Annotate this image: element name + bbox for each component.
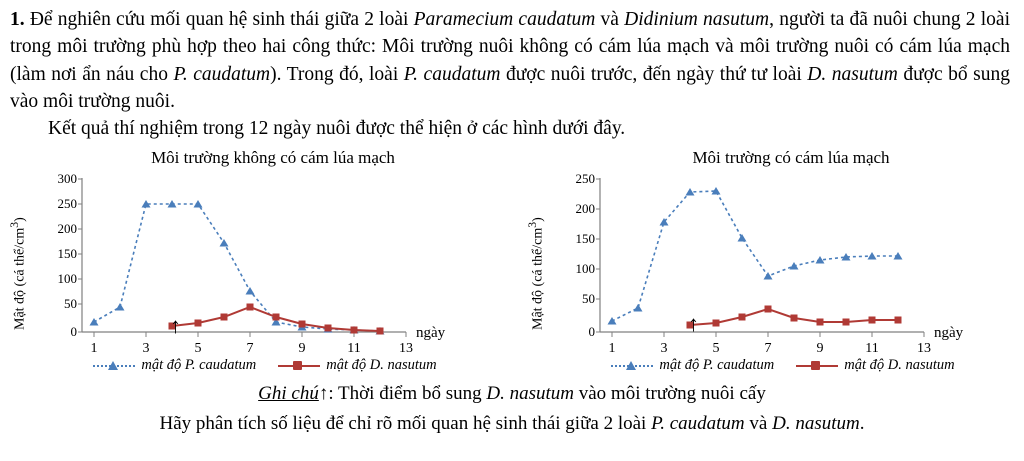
q-species-4: P. caudatum bbox=[403, 63, 501, 85]
note-text: : Thời điểm bổ sung bbox=[328, 383, 487, 405]
question-paragraph-2: Kết quả thí nghiệm trong 12 ngày nuôi được thể hiện ở các hình dưới đây. bbox=[48, 118, 626, 140]
note-species: D. nasutum bbox=[486, 383, 574, 405]
chart-1-title: Môi trường không có cám lúa mạch bbox=[151, 148, 395, 168]
final-c: . bbox=[859, 413, 865, 435]
chart-2-legend-d-label: mật độ D. nasutum bbox=[844, 357, 955, 374]
final-b: và bbox=[744, 413, 773, 435]
chart-with-barley bbox=[524, 146, 1018, 374]
svg-text:7: 7 bbox=[246, 341, 254, 356]
svg-text:0: 0 bbox=[70, 324, 77, 340]
q-species-5: D. nasutum bbox=[807, 63, 898, 85]
square-marker-icon bbox=[796, 360, 838, 372]
svg-text:13: 13 bbox=[917, 341, 931, 356]
triangle-marker-icon bbox=[93, 360, 135, 372]
chart-2-supplement-arrow: ↑ bbox=[688, 311, 699, 337]
svg-text:150: 150 bbox=[575, 231, 595, 247]
svg-text:50: 50 bbox=[582, 291, 595, 307]
final-a: Hãy phân tích số liệu để chỉ rõ mối quan hệ sinh thái giữa 2 loài bbox=[159, 413, 652, 435]
chart-1-svg bbox=[24, 170, 484, 355]
q-species-1: Paramecium caudatum bbox=[413, 9, 596, 30]
chart-no-barley bbox=[6, 146, 500, 374]
note-label: Ghi chú bbox=[258, 383, 319, 405]
chart-1-supplement-arrow: ↑ bbox=[170, 313, 181, 339]
final-species-1: P. caudatum bbox=[651, 413, 745, 435]
svg-text:11: 11 bbox=[865, 341, 879, 356]
svg-text:200: 200 bbox=[575, 201, 595, 217]
question-paragraph-1 bbox=[10, 6, 1010, 115]
question-text bbox=[0, 0, 1024, 142]
svg-text:200: 200 bbox=[57, 221, 77, 237]
triangle-marker-icon bbox=[611, 360, 653, 372]
chart-2-legend-p-label: mật độ P. caudatum bbox=[659, 357, 775, 374]
q-text-b: và bbox=[595, 9, 625, 30]
svg-text:3: 3 bbox=[142, 341, 150, 356]
chart-1-xlabel: ngày bbox=[416, 325, 446, 342]
q-species-2: Didinium nasutum bbox=[624, 9, 770, 30]
svg-text:1: 1 bbox=[90, 341, 98, 356]
svg-text:1: 1 bbox=[608, 341, 616, 356]
charts-row bbox=[0, 142, 1024, 374]
note-tail: vào môi trường nuôi cấy bbox=[573, 383, 766, 405]
note-arrow-icon: ↑ bbox=[318, 383, 329, 405]
q-text-f: được bổ sung vào môi trường nuôi. bbox=[10, 63, 1010, 112]
svg-text:3: 3 bbox=[660, 341, 668, 356]
chart-2-svg bbox=[542, 170, 1002, 355]
chart-2-svg-holder bbox=[542, 170, 1002, 360]
q-text-e: được nuôi trước, đến ngày thứ tư loài bbox=[500, 63, 808, 85]
svg-text:100: 100 bbox=[57, 271, 77, 287]
svg-text:5: 5 bbox=[712, 341, 720, 356]
svg-text:250: 250 bbox=[575, 171, 595, 187]
chart-1-legend-p-label: mật độ P. caudatum bbox=[141, 357, 257, 374]
final-instruction bbox=[10, 410, 1014, 438]
square-marker-icon bbox=[278, 360, 320, 372]
q-text-a: Để nghiên cứu mối quan hệ sinh thái giữa 2 loài bbox=[29, 9, 414, 30]
chart-2-title: Môi trường có cám lúa mạch bbox=[692, 148, 890, 168]
chart-1-legend-d-label: mật độ D. nasutum bbox=[326, 357, 437, 374]
q-text-d: ). Trong đó, loài bbox=[270, 63, 404, 85]
question-number: 1. bbox=[10, 9, 25, 30]
chart-1-plot bbox=[6, 170, 500, 355]
chart-1-svg-holder bbox=[24, 170, 484, 360]
svg-text:11: 11 bbox=[347, 341, 361, 356]
svg-text:13: 13 bbox=[399, 341, 413, 356]
chart-2-ylabel: Mật độ (cá thể/$cm^3$) bbox=[526, 217, 546, 331]
svg-text:250: 250 bbox=[57, 196, 77, 212]
chart-note bbox=[10, 380, 1014, 408]
svg-text:150: 150 bbox=[57, 246, 77, 262]
q-text-c: , người ta đã nuôi chung 2 loài trong môi trường phù hợp theo hai công thức: Môi trường nuôi không có cám lúa mạch và môi trường nuôi có cám lúa mạch (làm nơi ẩn náu cho bbox=[10, 9, 1010, 85]
svg-text:300: 300 bbox=[57, 171, 77, 187]
q-species-3: P. caudatum bbox=[173, 63, 271, 85]
svg-text:0: 0 bbox=[588, 324, 595, 340]
footer-text bbox=[0, 374, 1024, 437]
svg-text:7: 7 bbox=[764, 341, 772, 356]
svg-text:9: 9 bbox=[298, 341, 306, 356]
svg-text:5: 5 bbox=[194, 341, 202, 356]
svg-text:9: 9 bbox=[816, 341, 824, 356]
chart-2-xlabel: ngày bbox=[934, 325, 964, 342]
chart-2-plot bbox=[524, 170, 1018, 355]
chart-1-ylabel: Mật độ (cá thể/$cm^3$) bbox=[8, 217, 28, 331]
final-species-2: D. nasutum bbox=[772, 413, 860, 435]
svg-text:100: 100 bbox=[575, 261, 595, 277]
svg-text:50: 50 bbox=[64, 296, 77, 312]
